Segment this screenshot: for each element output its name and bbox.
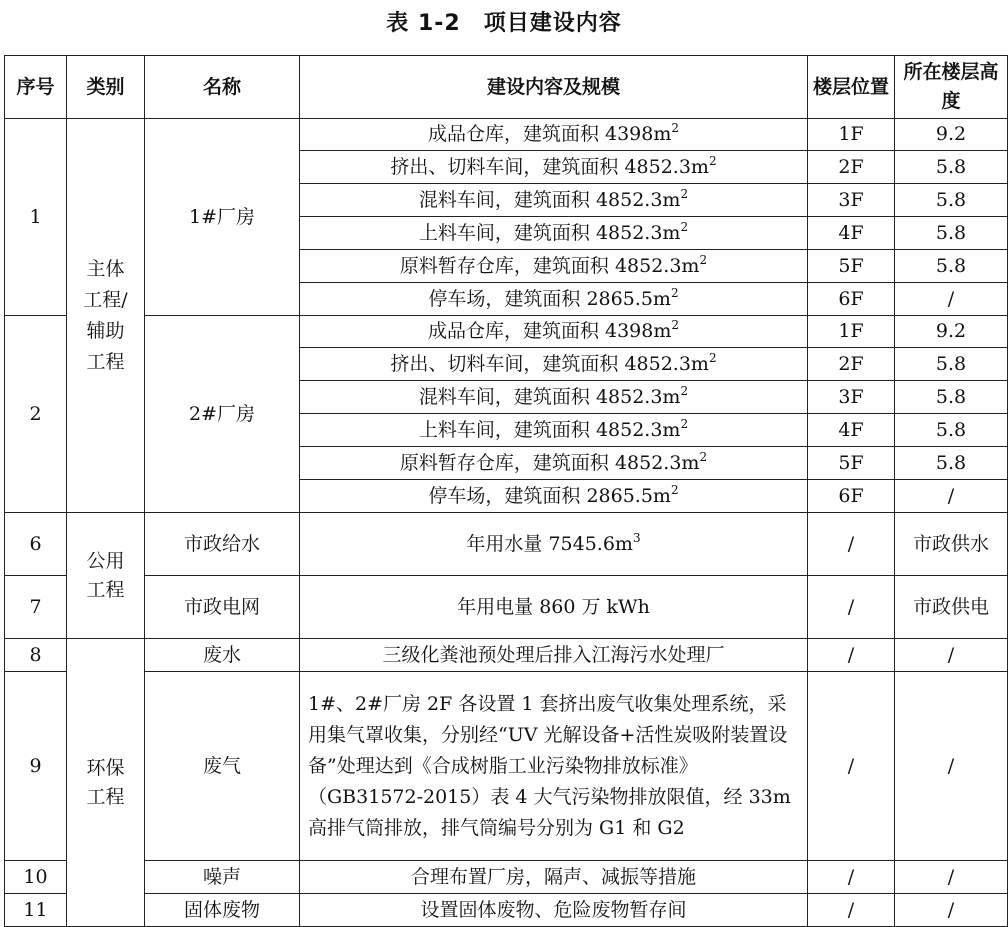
header-category: 类别	[67, 56, 145, 119]
floor-cell	[808, 151, 895, 184]
superscript: 2	[708, 153, 717, 168]
floor-cell	[808, 119, 895, 151]
height-cell	[895, 316, 1008, 348]
seq-cell	[5, 861, 67, 894]
content-cell-text: 挤出、切料车间，建筑面积 4852.3m	[390, 352, 709, 375]
name-cell	[145, 513, 300, 576]
height-cell	[895, 283, 1008, 316]
name-cell	[145, 576, 300, 639]
content-cell-text: 三级化粪池预处理后排入江海污水处理厂	[382, 643, 725, 666]
seq-cell-text: 10	[23, 865, 48, 888]
height-cell	[895, 250, 1008, 283]
floor-cell	[808, 861, 895, 894]
height-cell	[895, 672, 1008, 861]
content-cell-text: 成品仓库，建筑面积 4398m	[427, 320, 672, 342]
content-cell-text: 上料车间，建筑面积 4852.3m	[418, 221, 681, 244]
content-cell-text: 上料车间，建筑面积 4852.3m	[418, 418, 681, 441]
floor-cell-text: /	[847, 754, 855, 777]
seq-cell-text: 9	[29, 754, 42, 777]
height-cell-text: 5.8	[935, 451, 967, 474]
table-row	[5, 576, 1008, 639]
content-cell-text: 停车场，建筑面积 2865.5m	[428, 484, 671, 507]
name-cell-text: 2#厂房	[188, 402, 255, 425]
superscript: 3	[632, 530, 641, 545]
seq-cell-text: 1	[29, 205, 42, 228]
floor-cell-text: 3F	[838, 385, 864, 408]
floor-cell	[808, 381, 895, 414]
superscript: 2	[680, 186, 689, 201]
floor-cell	[808, 283, 895, 316]
content-cell	[300, 250, 808, 283]
floor-cell	[808, 639, 895, 672]
header-row	[5, 56, 1008, 119]
seq-cell	[5, 894, 67, 927]
height-cell	[895, 513, 1008, 576]
height-cell-text: 9.2	[935, 123, 967, 145]
superscript: 2	[699, 252, 708, 267]
content-cell-text: 1#、2#厂房 2F 各设置 1 套挤出废气收集处理系统，采用集气罩收集，分别经“UV 光解设备+活性炭吸附装置设备”处理达到《合成树脂工业污染物排放标准》（GB31572-2015）表 4 大气污染物排放限值，经 33m 高排气筒排放，排气筒编号分别为 G1 和 G2	[308, 692, 791, 839]
seq-cell	[5, 513, 67, 576]
floor-cell-text: 2F	[838, 352, 864, 375]
table-row	[5, 861, 1008, 894]
seq-cell-text: 11	[23, 898, 48, 921]
floor-cell-text: 2F	[838, 155, 864, 178]
height-cell-text: 市政供电	[912, 595, 989, 618]
floor-cell-text: 4F	[838, 418, 864, 441]
height-cell	[895, 639, 1008, 672]
content-cell	[300, 576, 808, 639]
floor-cell	[808, 447, 895, 480]
content-cell	[300, 894, 808, 927]
height-cell-text: /	[947, 898, 955, 921]
height-cell	[895, 184, 1008, 217]
superscript: 2	[671, 121, 680, 135]
name-cell-text: 废气	[202, 754, 241, 777]
content-cell	[300, 861, 808, 894]
content-cell	[300, 639, 808, 672]
content-cell	[300, 348, 808, 381]
height-cell-text: 5.8	[935, 385, 967, 408]
floor-cell-text: /	[847, 595, 855, 618]
superscript: 2	[670, 482, 679, 497]
floor-cell-text: 6F	[838, 484, 864, 507]
content-cell-text: 成品仓库，建筑面积 4398m	[427, 123, 672, 145]
header-seq: 序号	[5, 56, 67, 119]
height-cell-text: /	[947, 865, 955, 888]
floor-cell	[808, 894, 895, 927]
height-cell	[895, 119, 1008, 151]
height-cell	[895, 447, 1008, 480]
height-cell	[895, 348, 1008, 381]
floor-cell	[808, 316, 895, 348]
height-cell-text: /	[947, 643, 955, 666]
height-cell-text: 市政供水	[912, 532, 989, 555]
header-height: 所在楼层高度	[895, 56, 1008, 119]
header-floor: 楼层位置	[808, 56, 895, 119]
floor-cell-text: 1F	[838, 320, 864, 342]
height-cell	[895, 861, 1008, 894]
seq-cell	[5, 639, 67, 672]
category-cell-text: 公用工程	[86, 549, 125, 601]
name-cell	[145, 672, 300, 861]
seq-cell	[5, 316, 67, 513]
content-cell-text: 年用电量 860 万 kWh	[457, 595, 650, 618]
superscript: 2	[670, 285, 679, 300]
floor-cell	[808, 250, 895, 283]
header-name: 名称	[145, 56, 300, 119]
table-row	[5, 316, 1008, 348]
floor-cell-text: 6F	[838, 287, 864, 310]
height-cell-text: 5.8	[935, 352, 967, 375]
floor-cell-text: 5F	[838, 451, 864, 474]
content-cell	[300, 414, 808, 447]
table-row	[5, 119, 1008, 151]
superscript: 2	[680, 219, 689, 234]
table-row	[5, 672, 1008, 861]
height-cell-text: 5.8	[935, 254, 967, 277]
superscript: 2	[680, 383, 689, 398]
table-title: 表 1-2 项目建设内容	[386, 11, 622, 36]
floor-cell	[808, 480, 895, 513]
content-cell-text: 年用水量 7545.6m	[466, 532, 633, 555]
table-row	[5, 639, 1008, 672]
floor-cell-text: 4F	[838, 221, 864, 244]
height-cell-text: 5.8	[935, 155, 967, 178]
floor-cell-text: /	[847, 865, 855, 888]
content-cell	[300, 184, 808, 217]
content-cell	[300, 480, 808, 513]
floor-cell-text: /	[847, 532, 855, 555]
content-cell-text: 合理布置厂房，隔声、减振等措施	[410, 865, 696, 888]
content-cell	[300, 381, 808, 414]
name-cell	[145, 861, 300, 894]
content-cell	[300, 151, 808, 184]
floor-cell-text: /	[847, 898, 855, 921]
content-cell-text: 混料车间，建筑面积 4852.3m	[418, 188, 681, 211]
height-cell	[895, 576, 1008, 639]
category-cell	[67, 639, 145, 927]
floor-cell	[808, 184, 895, 217]
seq-cell-text: 7	[29, 595, 42, 618]
superscript: 2	[699, 449, 708, 464]
seq-cell-text: 8	[29, 643, 42, 666]
seq-cell	[5, 119, 67, 316]
content-cell	[300, 672, 808, 861]
name-cell	[145, 894, 300, 927]
table-row	[5, 513, 1008, 576]
seq-cell-text: 6	[29, 532, 42, 555]
height-cell-text: 5.8	[935, 418, 967, 441]
floor-cell-text: 5F	[838, 254, 864, 277]
content-cell-text: 设置固体废物、危险废物暂存间	[420, 898, 687, 921]
category-cell-text: 主体工程/辅助工程	[83, 257, 128, 373]
category-cell	[67, 513, 145, 639]
name-cell	[145, 639, 300, 672]
content-cell	[300, 513, 808, 576]
content-cell-text: 原料暂存仓库，建筑面积 4852.3m	[399, 254, 700, 277]
content-cell	[300, 283, 808, 316]
content-cell-text: 挤出、切料车间，建筑面积 4852.3m	[390, 155, 709, 178]
name-cell	[145, 316, 300, 513]
height-cell-text: /	[947, 484, 955, 507]
content-cell-text: 停车场，建筑面积 2865.5m	[428, 287, 671, 310]
header-content: 建设内容及规模	[300, 56, 808, 119]
construction-content-table	[4, 55, 1008, 927]
name-cell-text: 废水	[202, 643, 241, 666]
floor-cell	[808, 576, 895, 639]
height-cell	[895, 894, 1008, 927]
height-cell	[895, 381, 1008, 414]
name-cell	[145, 119, 300, 316]
table-row	[5, 894, 1008, 927]
content-cell	[300, 316, 808, 348]
height-cell-text: 5.8	[935, 221, 967, 244]
height-cell	[895, 414, 1008, 447]
floor-cell	[808, 672, 895, 861]
content-cell-text: 混料车间，建筑面积 4852.3m	[418, 385, 681, 408]
seq-cell-text: 2	[29, 402, 42, 425]
height-cell	[895, 480, 1008, 513]
content-cell	[300, 447, 808, 480]
category-cell	[67, 119, 145, 513]
height-cell	[895, 217, 1008, 250]
height-cell-text: 5.8	[935, 188, 967, 211]
category-cell-text: 环保工程	[86, 756, 125, 808]
name-cell-text: 1#厂房	[188, 205, 255, 228]
name-cell-text: 固体废物	[183, 898, 260, 921]
name-cell-text: 市政给水	[183, 532, 260, 555]
height-cell	[895, 151, 1008, 184]
height-cell-text: /	[947, 287, 955, 310]
seq-cell	[5, 576, 67, 639]
content-cell	[300, 119, 808, 151]
superscript: 2	[671, 318, 680, 332]
floor-cell	[808, 414, 895, 447]
height-cell-text: /	[947, 754, 955, 777]
floor-cell	[808, 217, 895, 250]
superscript: 2	[708, 350, 717, 365]
superscript: 2	[680, 416, 689, 431]
name-cell-text: 噪声	[202, 865, 241, 888]
floor-cell-text: /	[847, 643, 855, 666]
floor-cell-text: 3F	[838, 188, 864, 211]
content-cell	[300, 217, 808, 250]
floor-cell	[808, 513, 895, 576]
floor-cell-text: 1F	[838, 123, 864, 145]
name-cell-text: 市政电网	[183, 595, 260, 618]
content-cell-text: 原料暂存仓库，建筑面积 4852.3m	[399, 451, 700, 474]
floor-cell	[808, 348, 895, 381]
height-cell-text: 9.2	[935, 320, 967, 342]
seq-cell	[5, 672, 67, 861]
